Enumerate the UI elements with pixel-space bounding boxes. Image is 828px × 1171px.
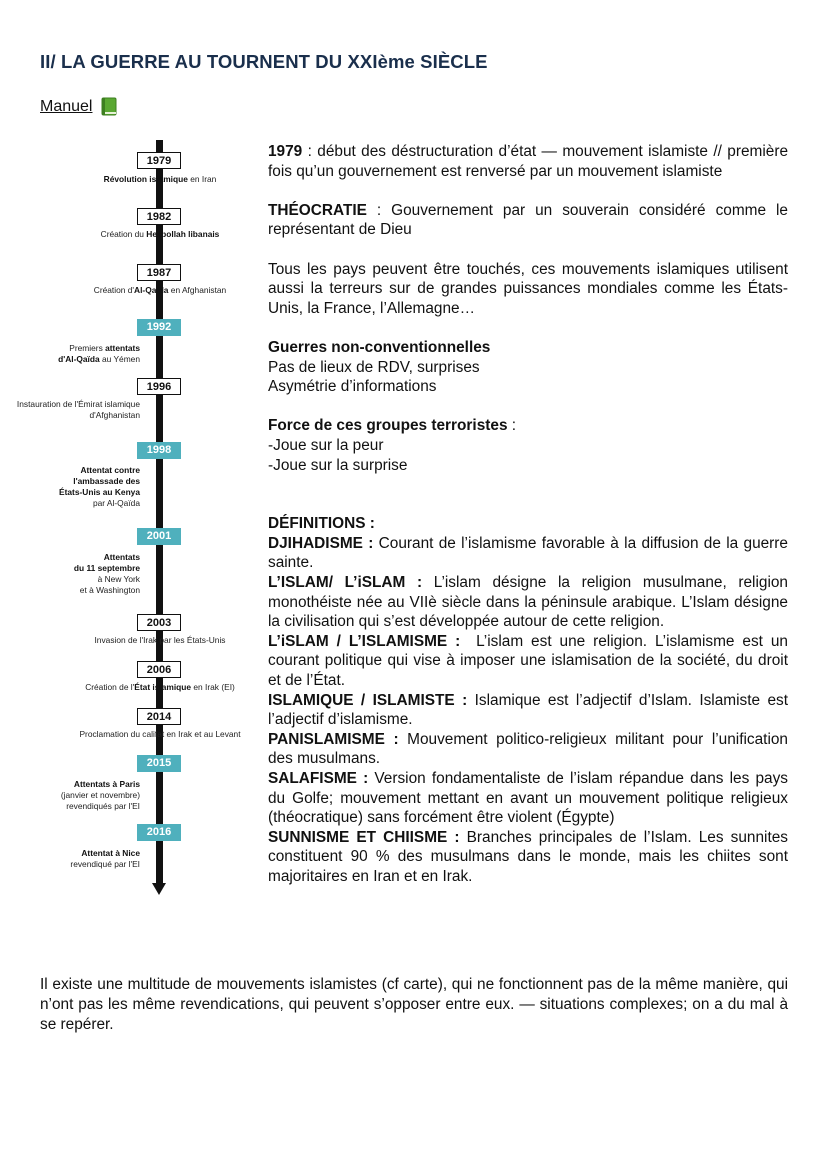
main-text <box>268 142 793 887</box>
paragraph-guerres: Guerres non-conventionnelles Pas de lieux de RDV, surprises Asymétrie d’informations <box>268 338 491 396</box>
timeline-year: 1987 <box>137 264 181 281</box>
manuel-label: Manuel <box>40 98 93 115</box>
definitions-title: DÉFINITIONS : <box>268 515 375 533</box>
timeline-arrow-icon <box>152 883 166 895</box>
timeline <box>16 140 260 900</box>
definition-islamique: ISLAMIQUE / ISLAMISTE : Islamique est l’adjectif d’Islam. Islamiste est l’adjectif d’islamisme. <box>268 691 788 729</box>
timeline-year: 1996 <box>137 378 181 395</box>
closing-paragraph: Il existe une multitude de mouvements islamistes (cf carte), qui ne fonctionnent pas de la même manière, qui n’ont pas les même revendications, qui peuvent s’opposer entre eux. — situations complexes; on a du mal à se repérer. <box>40 976 788 1033</box>
page-title: II/ LA GUERRE AU TOURNENT DU XXIème SIÈCLE <box>40 51 488 72</box>
timeline-caption: Instauration de l'Émirat islamique d'Afghanistan <box>16 399 140 420</box>
timeline-year: 2015 <box>137 755 181 772</box>
timeline-caption: Création d'Al-Qaïda en Afghanistan <box>93 285 227 295</box>
timeline-year: 1998 <box>137 442 181 459</box>
timeline-caption: Attentats du 11 septembre à New York et à Washington <box>73 552 140 595</box>
timeline-caption: Révolution islamique en Iran <box>103 174 217 184</box>
definition-panislamisme: PANISLAMISME : Mouvement politico-religieux militant pour l’unification des musulmans. <box>268 730 788 768</box>
definition-islam: L’ISLAM/ L’iSLAM : L’islam désigne la religion musulmane, religion monothéiste née au VIIè siècle dans la péninsule arabique. L’Islam désigne la civilisation qui s’est développée autour de cette religion. <box>268 574 788 631</box>
timeline-caption: Premiers attentats d'Al-Qaïda au Yémen <box>58 343 140 364</box>
timeline-year: 1979 <box>137 152 181 169</box>
definition-djihadisme: DJIHADISME : Courant de l’islamisme favorable à la diffusion de la guerre sainte. <box>268 534 788 572</box>
timeline-caption: Attentat à Nice revendiqué par l'EI <box>70 848 140 869</box>
timeline-caption: Attentat contre l'ambassade des États-Unis au Kenya par Al-Qaïda <box>59 465 140 508</box>
definition-salafisme: SALAFISME : Version fondamentaliste de l’islam répandue dans les pays du Golfe; mouvement mettant en avant un mouvement politique religieux (théocratique) sans forcément être violent (Égypte) <box>268 770 788 827</box>
timeline-line <box>156 140 163 885</box>
paragraph-1979: 1979 : début des déstructuration d’état — mouvement islamiste // première fois qu’un gouvernement est renversé par un mouvement islamiste <box>268 143 788 180</box>
timeline-caption: Proclamation du califat en Irak et au Levant <box>79 729 241 739</box>
green-book-icon <box>101 97 118 116</box>
timeline-year: 2003 <box>137 614 181 631</box>
timeline-year: 2001 <box>137 528 181 545</box>
paragraph-theocratie: THÉOCRATIE : Gouvernement par un souverain considéré comme le représentant de Dieu <box>268 201 788 239</box>
timeline-year: 2016 <box>137 824 181 841</box>
timeline-year: 2006 <box>137 661 181 678</box>
paragraph-force: Force de ces groupes terroristes : -Joue sur la peur -Joue sur la surprise <box>268 417 517 474</box>
timeline-caption: Création du Hezbollah libanais <box>100 229 220 239</box>
timeline-caption: Invasion de l'Irak par les États-Unis <box>94 635 226 645</box>
timeline-caption: Création de l'État islamique en Irak (EI) <box>85 682 235 692</box>
timeline-year: 1992 <box>137 319 181 336</box>
definition-islamisme: L’iSLAM / L’ISLAMISME : L’islam est une religion. L’islamisme est un courant politique qui vise à imposer une islamisation de la société, du droit et de l’État. <box>268 632 793 690</box>
timeline-caption: Attentats à Paris (janvier et novembre) revendiqués par l'EI <box>60 779 140 811</box>
timeline-year: 1982 <box>137 208 181 225</box>
definition-sunnisme: SUNNISME ET CHIISME : Branches principales de l’Islam. Les sunnites constituent 90 % des musulmans dans le monde, mais les chiites sont majoritaires en Iran et en Irak. <box>268 828 788 885</box>
paragraph-pays: Tous les pays peuvent être touchés, ces mouvements islamiques utilisent aussi la terreurs sur de grandes puissances mondiales comme les États-Unis, la France, l’Allemagne… <box>268 260 788 317</box>
timeline-year: 2014 <box>137 708 181 725</box>
